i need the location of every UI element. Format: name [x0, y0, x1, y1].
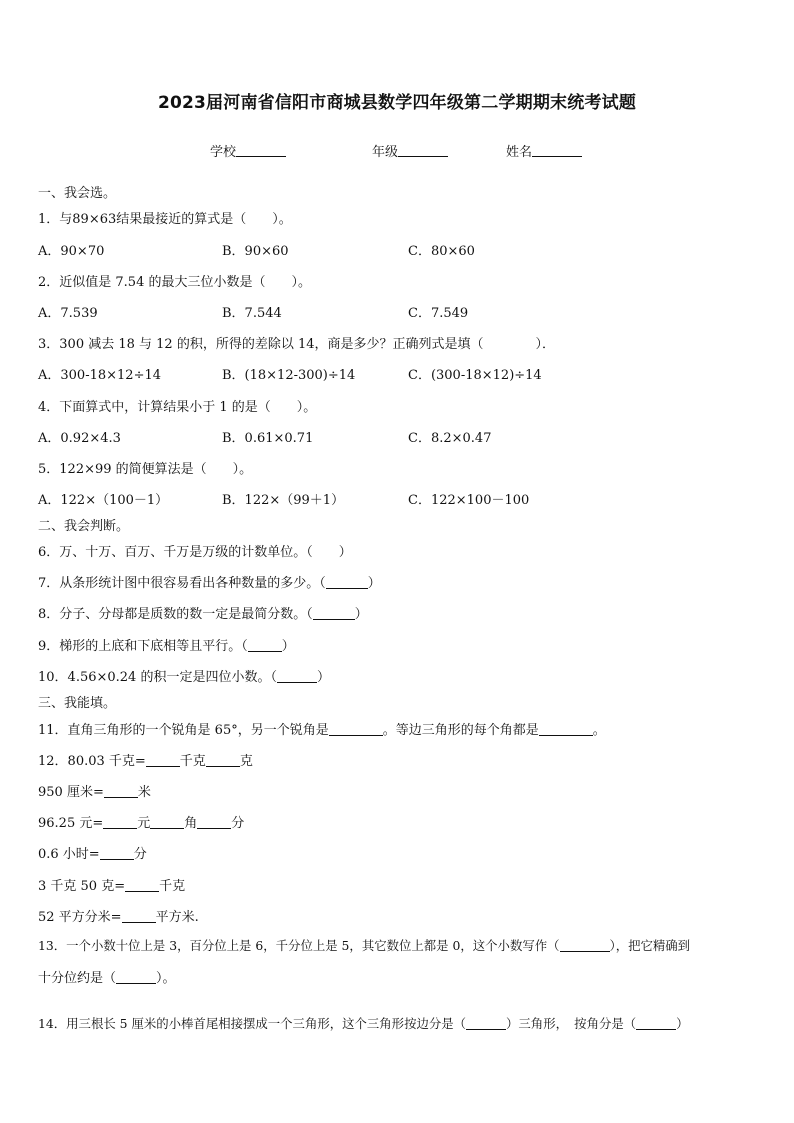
q1-option-a[interactable]: A．90×70 — [38, 244, 105, 259]
section-heading: 三、我能填。 — [38, 696, 117, 711]
q12-blank[interactable] — [197, 816, 231, 829]
section-heading: 二、我会判断。 — [38, 519, 130, 534]
name-blank[interactable] — [532, 144, 582, 157]
question-4: 4．下面算式中，计算结果小于 1 的是（ ）。 — [38, 400, 317, 415]
grade-blank[interactable] — [398, 144, 448, 157]
q5-option-c[interactable]: C．122×100－100 — [408, 493, 530, 508]
q5-option-a[interactable]: A．122×（100－1） — [38, 493, 169, 508]
q12-blank[interactable] — [104, 785, 138, 798]
question-12-line-3: 96.25 元= 元 角 分 — [38, 816, 245, 831]
question-3: 3．300 减去 18 与 12 的积，所得的差除以 14，商是多少？正确列式是填（ ）． — [38, 337, 556, 352]
q11-blank-2[interactable] — [539, 723, 593, 736]
q12-blank[interactable] — [206, 754, 240, 767]
question-14: 14．用三根长 5 厘米的小棒首尾相接摆成一个三角形，这个三角形按边分是（ ）三角形， 按角分是（ ） — [38, 1016, 689, 1031]
grade-field: 年级 — [372, 141, 448, 160]
question-13-line-2: 十分位约是（ ）。 — [38, 971, 176, 986]
q13-blank-2[interactable] — [116, 971, 156, 984]
q12-blank[interactable] — [100, 847, 134, 860]
q4-option-b[interactable]: B．0.61×0.71 — [222, 431, 314, 446]
q9-answer-blank[interactable] — [248, 639, 282, 652]
q14-blank-2[interactable] — [636, 1017, 676, 1030]
q4-option-c[interactable]: C．8.2×0.47 — [408, 431, 492, 446]
q4-option-a[interactable]: A．0.92×4.3 — [38, 431, 121, 446]
q12-blank[interactable] — [150, 816, 184, 829]
q2-option-b[interactable]: B．7.544 — [222, 306, 282, 321]
q11-blank-1[interactable] — [329, 723, 383, 736]
question-11: 11．直角三角形的一个锐角是 65°，另一个锐角是 。等边三角形的每个角都是 。 — [38, 723, 606, 738]
section-heading: 一、我会选。 — [38, 186, 117, 201]
school-blank[interactable] — [236, 144, 286, 157]
question-12-line-1: 12．80.03 千克= 千克 克 — [38, 754, 253, 769]
question-5: 5．122×99 的简便算法是（ ）。 — [38, 462, 253, 477]
q3-option-c[interactable]: C．(300-18×12)÷14 — [408, 368, 542, 383]
question-13: 13．一个小数十位上是 3，百分位上是 6，千分位上是 5，其它数位上都是 0，这个小数写作（ ），把它精确到 — [38, 938, 691, 953]
question-8: 8．分子、分母都是质数的数一定是最简分数。（ ） — [38, 607, 368, 622]
q2-option-c[interactable]: C．7.549 — [408, 306, 469, 321]
question-12-line-6: 52 平方分米= 平方米. — [38, 910, 199, 925]
question-6: 6．万、十万、百万、千万是万级的计数单位。（ ） — [38, 545, 352, 560]
q2-option-a[interactable]: A．7.539 — [38, 306, 98, 321]
q3-option-a[interactable]: A．300-18×12÷14 — [38, 368, 162, 383]
q12-blank[interactable] — [125, 879, 159, 892]
name-field: 姓名 — [506, 141, 582, 160]
question-2: 2．近似值是 7.54 的最大三位小数是（ ）。 — [38, 275, 311, 290]
question-9: 9．梯形的上底和下底相等且平行。（ ） — [38, 639, 295, 654]
question-1: 1．与89×63结果最接近的算式是（ ）。 — [38, 212, 292, 227]
q3-option-b[interactable]: B．(18×12-300)÷14 — [222, 368, 356, 383]
question-10: 10．4.56×0.24 的积一定是四位小数。（ ） — [38, 670, 330, 685]
page-title: 2023届河南省信阳市商城县数学四年级第二学期期末统考试题 — [157, 93, 637, 113]
q12-blank[interactable] — [146, 754, 180, 767]
q13-blank-1[interactable] — [560, 939, 610, 952]
q10-answer-blank[interactable] — [277, 670, 317, 683]
q14-blank-1[interactable] — [466, 1017, 506, 1030]
q12-blank[interactable] — [122, 910, 156, 923]
question-12-line-2: 950 厘米= 米 — [38, 785, 151, 800]
question-12-line-4: 0.6 小时= 分 — [38, 847, 147, 862]
q12-blank[interactable] — [103, 816, 137, 829]
question-7: 7．从条形统计图中很容易看出各种数量的多少。（ ） — [38, 576, 381, 591]
q7-answer-blank[interactable] — [326, 576, 368, 589]
q8-answer-blank[interactable] — [313, 607, 355, 620]
q1-option-c[interactable]: C．80×60 — [408, 244, 475, 259]
q5-option-b[interactable]: B．122×（99＋1） — [222, 493, 345, 508]
question-12-line-5: 3 千克 50 克= 千克 — [38, 879, 186, 894]
q1-option-b[interactable]: B．90×60 — [222, 244, 289, 259]
school-field: 学校 — [210, 141, 286, 160]
